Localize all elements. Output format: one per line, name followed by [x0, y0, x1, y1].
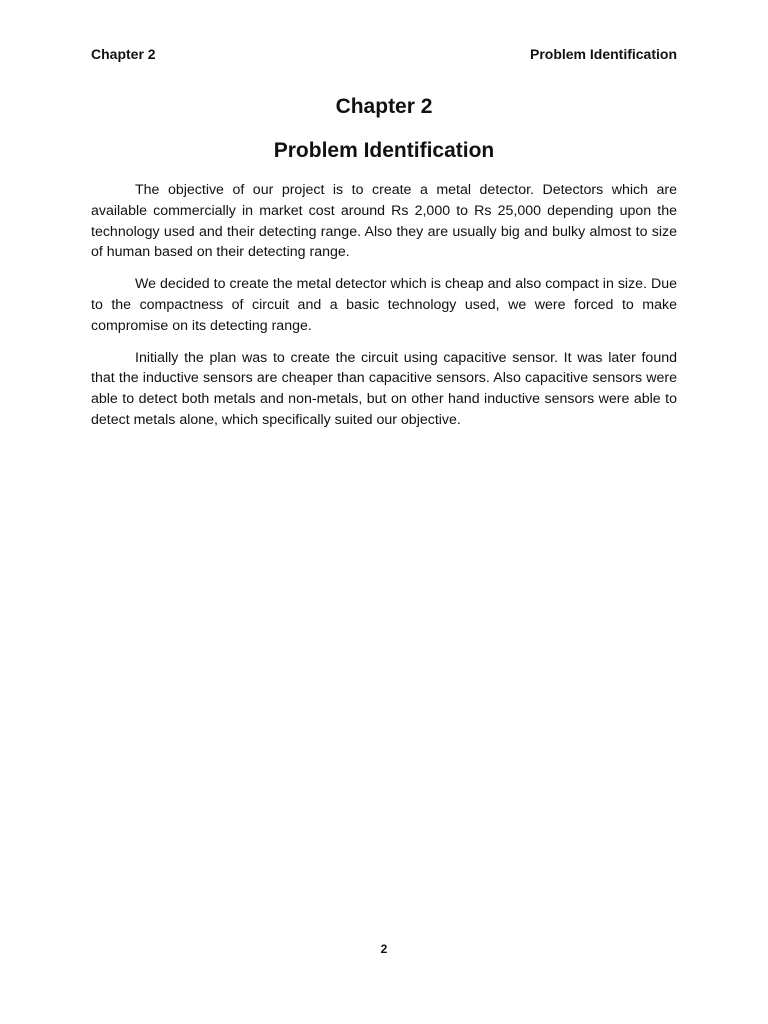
header-section-label: Problem Identification — [529, 46, 677, 62]
header-chapter-label: Chapter 2 — [91, 46, 156, 62]
body-text — [91, 180, 677, 442]
section-title: Problem Identification — [273, 139, 495, 162]
page-number: 2 — [380, 942, 388, 956]
paragraph: The objective of our project is to create a metal detector. Detectors which are available commercially in market cost around Rs 2,000 to Rs 25,000 depending upon the technology used and their detecting range. Also they are usually big and bulky almost to size of human based on their detecting range. — [91, 182, 677, 261]
page-header — [91, 46, 677, 66]
paragraph: We decided to create the metal detector which is cheap and also compact in size. Due to the compactness of circuit and a basic technology used, we were forced to make compromise on its detecting range. — [91, 276, 677, 334]
chapter-title: Chapter 2 — [335, 95, 433, 118]
paragraph: Initially the plan was to create the circuit using capacitive sensor. It was later found that the inductive sensors are cheaper than capacitive sensors. Also capacitive sensors were able to detect both metals and non-metals, but on other hand inductive sensors were able to detect metals alone, which specifically suited our objective. — [91, 349, 677, 428]
